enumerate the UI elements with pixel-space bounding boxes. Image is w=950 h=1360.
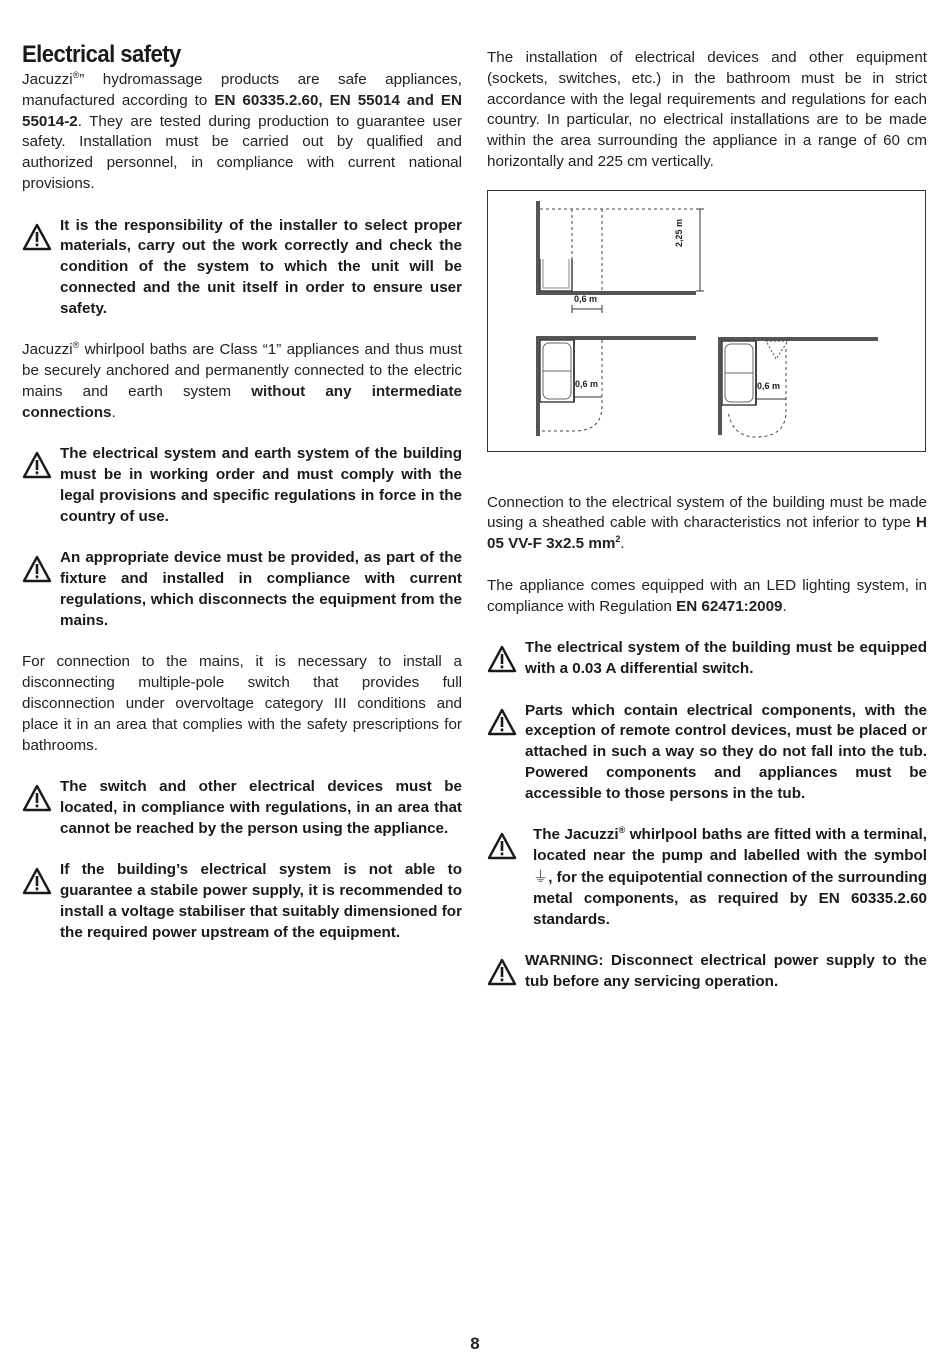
led-text-end: . [782, 597, 787, 615]
page-number: 8 [470, 1334, 480, 1353]
warning-earth-system [22, 444, 462, 527]
warning-triangle-icon [22, 555, 52, 583]
cable-type: H 05 VV-F 3x2.5 mm [487, 514, 927, 553]
warning-text: The electrical system and earth system of the building must be in working order and must comply with the legal provisions and specific regulations in force in the country of use. [60, 445, 462, 525]
warning-triangle-icon [22, 451, 52, 479]
warning-installer-responsibility [22, 216, 462, 320]
cable-text-end: . [620, 535, 625, 553]
warning-triangle-icon [22, 784, 52, 812]
warning-text: Parts which contain electrical components, with the exception of remote control devices, must be placed or attached in such a way so they do not fall into the tub. Powered components and appliances must be accessible to those persons in the tub. [525, 701, 927, 802]
registered-mark: ® [72, 69, 80, 80]
warning-switch-location [22, 777, 462, 839]
width-label-elevation: 0,6 m [574, 293, 598, 304]
warning-disconnect-power [487, 951, 927, 993]
width-label-plan-right: 0,6 m [757, 380, 781, 391]
cable-superscript: 2 [615, 534, 621, 545]
safety-zone-drawing [488, 191, 925, 451]
earth-symbol-icon: ⏚ [533, 867, 549, 886]
led-regulation: EN 62471:2009 [676, 597, 783, 615]
installation-paragraph: The installation of electrical devices and other equipment (sockets, switches, etc.) in the bathroom must be in strict accordance with the legal requirements and regulations for each country. In particular, no electrical installations are to be made within the area surrounding the appliance in a range of 60 cm horizontally and 225 cm vertically. [487, 49, 927, 170]
warning-text: It is the responsibility of the installer to select proper materials, carry out the work correctly and check the condition of the system to which the unit will be connected and the unit itself in order to ensure user safety. [60, 216, 462, 317]
class-text: whirlpool baths are Class “1” appliances and thus must be securely anchored and permanently connected to the electric mains and earth system [22, 341, 462, 400]
warning-triangle-icon [487, 645, 517, 673]
warning-text: If the building’s electrical system is not able to guarantee a stabile power supply, it is recommended to install a voltage stabiliser that suitably dimensioned for the required power upstream of the equipment. [60, 861, 462, 941]
warning-equipotential-terminal [487, 825, 927, 930]
cable-text: Connection to the electrical system of the building must be made using a sheathed cable with characteristics not inferior to type [487, 493, 927, 532]
warning-text: The electrical system of the building must be equipped with a 0.03 A differential switch. [525, 639, 927, 677]
warning-text: The switch and other electrical devices must be located, in compliance with regulations, in an area that cannot be reached by the person using the appliance. [60, 778, 462, 837]
class-text-end: . [111, 403, 116, 421]
class-1-paragraph [22, 340, 462, 423]
warning-text: WARNING: Disconnect electrical power supply to the tub before any servicing operation. [525, 952, 927, 990]
brand-name: Jacuzzi [22, 71, 73, 88]
warning-triangle-icon [487, 958, 517, 986]
warning-triangle-icon [22, 223, 52, 251]
warning-triangle-icon [487, 708, 517, 736]
warning-differential-switch [487, 638, 927, 680]
registered-mark: ® [618, 825, 626, 836]
intro-standards: EN 60335.2.60, EN 55014 and EN 55014-2 [22, 91, 463, 130]
warning-triangle-icon [487, 832, 517, 860]
warning-voltage-stabiliser [22, 860, 462, 943]
page-title: Electrical safety [22, 41, 181, 68]
intro-text-1: ” hydromassage products are safe appliances, manufactured according to [22, 71, 462, 109]
right-column [487, 48, 927, 1014]
warning-text: whirlpool baths are fitted with a terminal, located near the pump and labelled with the symbol [533, 826, 927, 865]
safety-zone-diagram [487, 190, 926, 452]
warning-text: , for the equipotential connection of the surrounding metal components, as required by EN 60335.2.60 standards. [533, 868, 928, 928]
registered-mark: ® [72, 340, 80, 351]
intro-text-2: . They are tested during production to guarantee user safety. Installation must be carried out by qualified and authorized personnel, in compliance with current national provisions. [22, 112, 462, 192]
warning-text: The Jacuzzi [533, 826, 619, 844]
led-paragraph [487, 576, 927, 618]
height-label: 2,25 m [674, 218, 684, 247]
intro-paragraph [22, 70, 462, 195]
left-column [22, 40, 462, 964]
brand-name: Jacuzzi [22, 341, 73, 359]
warning-electrical-parts [487, 701, 927, 805]
class-bold-text: without any intermediate connections [22, 382, 462, 421]
warning-disconnect-device [22, 548, 462, 631]
mains-paragraph: For connection to the mains, it is necessary to install a disconnecting multiple-pole switch that provides full disconnection under overvoltage category III conditions and place it in an area that complies with the safety prescriptions for bathrooms. [22, 653, 462, 754]
led-text: The appliance comes equipped with an LED lighting system, in compliance with Regulation [487, 576, 927, 615]
warning-triangle-icon [22, 867, 52, 895]
cable-paragraph [487, 493, 927, 555]
width-label-plan-left: 0,6 m [575, 378, 599, 389]
warning-text: An appropriate device must be provided, as part of the fixture and installed in compliance with current regulations, which disconnects the equipment from the mains. [60, 549, 462, 629]
